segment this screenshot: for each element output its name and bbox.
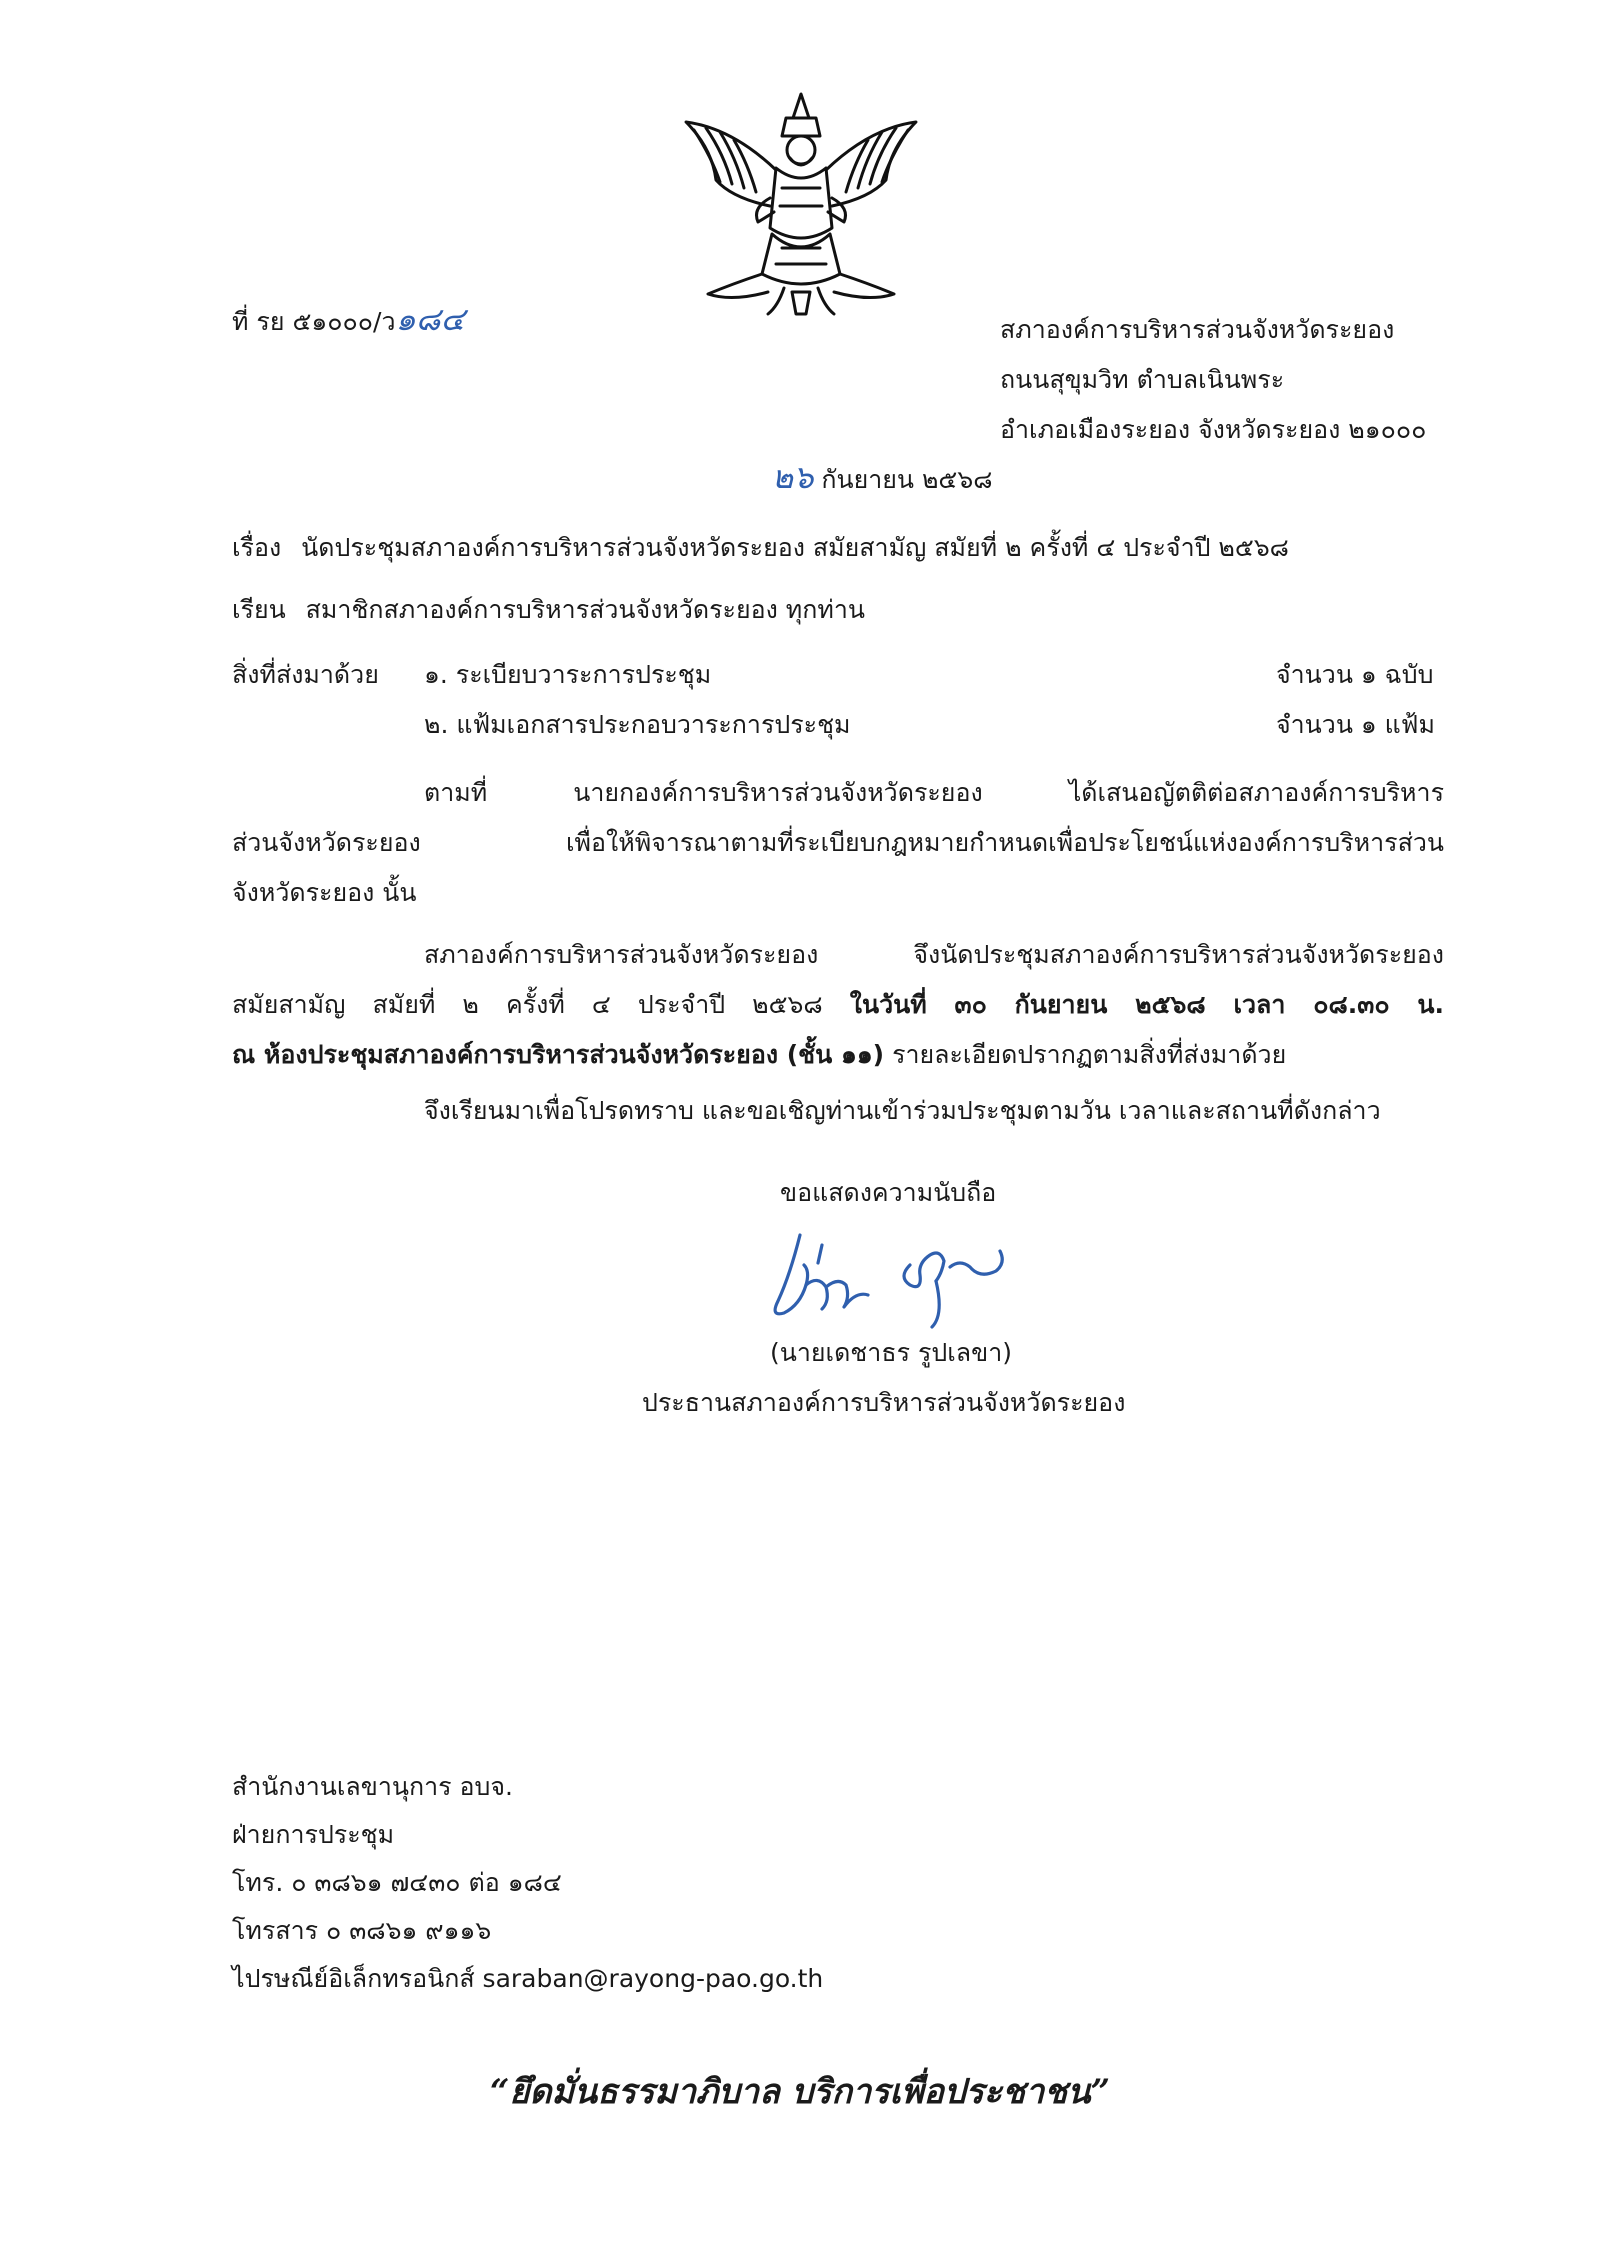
- sender-address-line: สภาองค์การบริหารส่วนจังหวัดระยอง: [1000, 315, 1395, 344]
- body-paragraph-1: [232, 768, 1444, 918]
- sender-address-line: อำเภอเมืองระยอง จังหวัดระยอง ๒๑๐๐๐: [1000, 415, 1427, 444]
- contact-office: สำนักงานเลขานุการ อบจ.: [232, 1772, 513, 1801]
- garuda-emblem-icon: [672, 88, 930, 320]
- closing-salutation: ขอแสดงความนับถือ: [780, 1178, 997, 1207]
- paragraph-line: [232, 1030, 1444, 1080]
- enclosure-label: สิ่งที่ส่งมาด้วย: [232, 660, 379, 689]
- contact-block: [232, 1763, 823, 2003]
- enclosure-quantity: จำนวน ๑ แฟ้ม: [1276, 710, 1435, 739]
- signer-name: (นายเดชาธร รูปเลขา): [770, 1338, 1012, 1367]
- paragraph-line: สภาองค์การบริหารส่วนจังหวัดระยอง จึงนัดประชุมสภาองค์การบริหารส่วนจังหวัดระยอง: [424, 940, 1444, 969]
- body-paragraph-3: จึงเรียนมาเพื่อโปรดทราบ และขอเชิญท่านเข้าร่วมประชุมตามวัน เวลาและสถานที่ดังกล่าว: [424, 1096, 1381, 1125]
- enclosure-item: ๑. ระเบียบวาระการประชุม: [424, 660, 712, 689]
- body-paragraph-2: [232, 930, 1444, 1080]
- recipient-line: [232, 595, 865, 625]
- document-date: [772, 458, 993, 496]
- date-month-year: กันยายน ๒๕๖๘: [821, 465, 993, 494]
- enclosure-quantity: จำนวน ๑ ฉบับ: [1276, 660, 1434, 689]
- meeting-venue: ณ ห้องประชุมสภาองค์การบริหารส่วนจังหวัดระยอง (ชั้น ๑๑): [232, 1040, 885, 1069]
- reference-prefix: ที่ รย ๕๑๐๐๐/ว: [232, 307, 396, 336]
- sender-address: [1000, 305, 1426, 455]
- subject-line: [232, 533, 1289, 563]
- recipient-text: สมาชิกสภาองค์การบริหารส่วนจังหวัดระยอง ทุกท่าน: [305, 595, 866, 624]
- contact-email: ไปรษณีย์อิเล็กทรอนิกส์ saraban@rayong-pao.go.th: [232, 1964, 824, 1993]
- signer-title: ประธานสภาองค์การบริหารส่วนจังหวัดระยอง: [642, 1388, 1126, 1417]
- meeting-datetime: ในวันที่ ๓๐ กันยายน ๒๕๖๘ เวลา ๐๘.๓๐ น.: [849, 990, 1444, 1019]
- reference-number: [232, 300, 465, 338]
- paragraph-line: จังหวัดระยอง นั้น: [232, 878, 417, 907]
- subject-label: เรื่อง: [232, 533, 282, 562]
- paragraph-line: ส่วนจังหวัดระยอง เพื่อให้พิจารณาตามที่ระเบียบกฎหมายกำหนดเพื่อประโยชน์แห่งองค์การบริหารส่วน: [232, 828, 1444, 857]
- date-day-handwritten: ๒๖: [772, 458, 814, 496]
- contact-division: ฝ่ายการประชุม: [232, 1820, 395, 1849]
- meeting-details-text: รายละเอียดปรากฏตามสิ่งที่ส่งมาด้วย: [884, 1040, 1287, 1069]
- sender-address-line: ถนนสุขุมวิท ตำบลเนินพระ: [1000, 365, 1285, 394]
- paragraph-line: ตามที่ นายกองค์การบริหารส่วนจังหวัดระยอง ได้เสนอญัตติต่อสภาองค์การบริหาร: [424, 778, 1444, 807]
- contact-fax: โทรสาร ๐ ๓๘๖๑ ๙๑๑๖: [232, 1916, 492, 1945]
- meeting-session-text: สมัยสามัญ สมัยที่ ๒ ครั้งที่ ๔ ประจำปี ๒๕๖๘: [232, 990, 850, 1019]
- motto: “ยึดมั่นธรรมาภิบาล บริการเพื่อประชาชน”: [489, 2072, 1111, 2112]
- contact-phone: โทร. ๐ ๓๘๖๑ ๗๔๓๐ ต่อ ๑๘๔: [232, 1868, 562, 1897]
- paragraph-line: [232, 980, 1444, 1030]
- handwritten-signature: [760, 1205, 1030, 1335]
- enclosure-item: ๒. แฟ้มเอกสารประกอบวาระการประชุม: [424, 710, 851, 739]
- subject-text: นัดประชุมสภาองค์การบริหารส่วนจังหวัดระยอง สมัยสามัญ สมัยที่ ๒ ครั้งที่ ๔ ประจำปี ๒๕๖๘: [301, 533, 1289, 562]
- reference-handwritten-number: ๑๘๔: [395, 300, 465, 338]
- recipient-label: เรียน: [232, 595, 286, 624]
